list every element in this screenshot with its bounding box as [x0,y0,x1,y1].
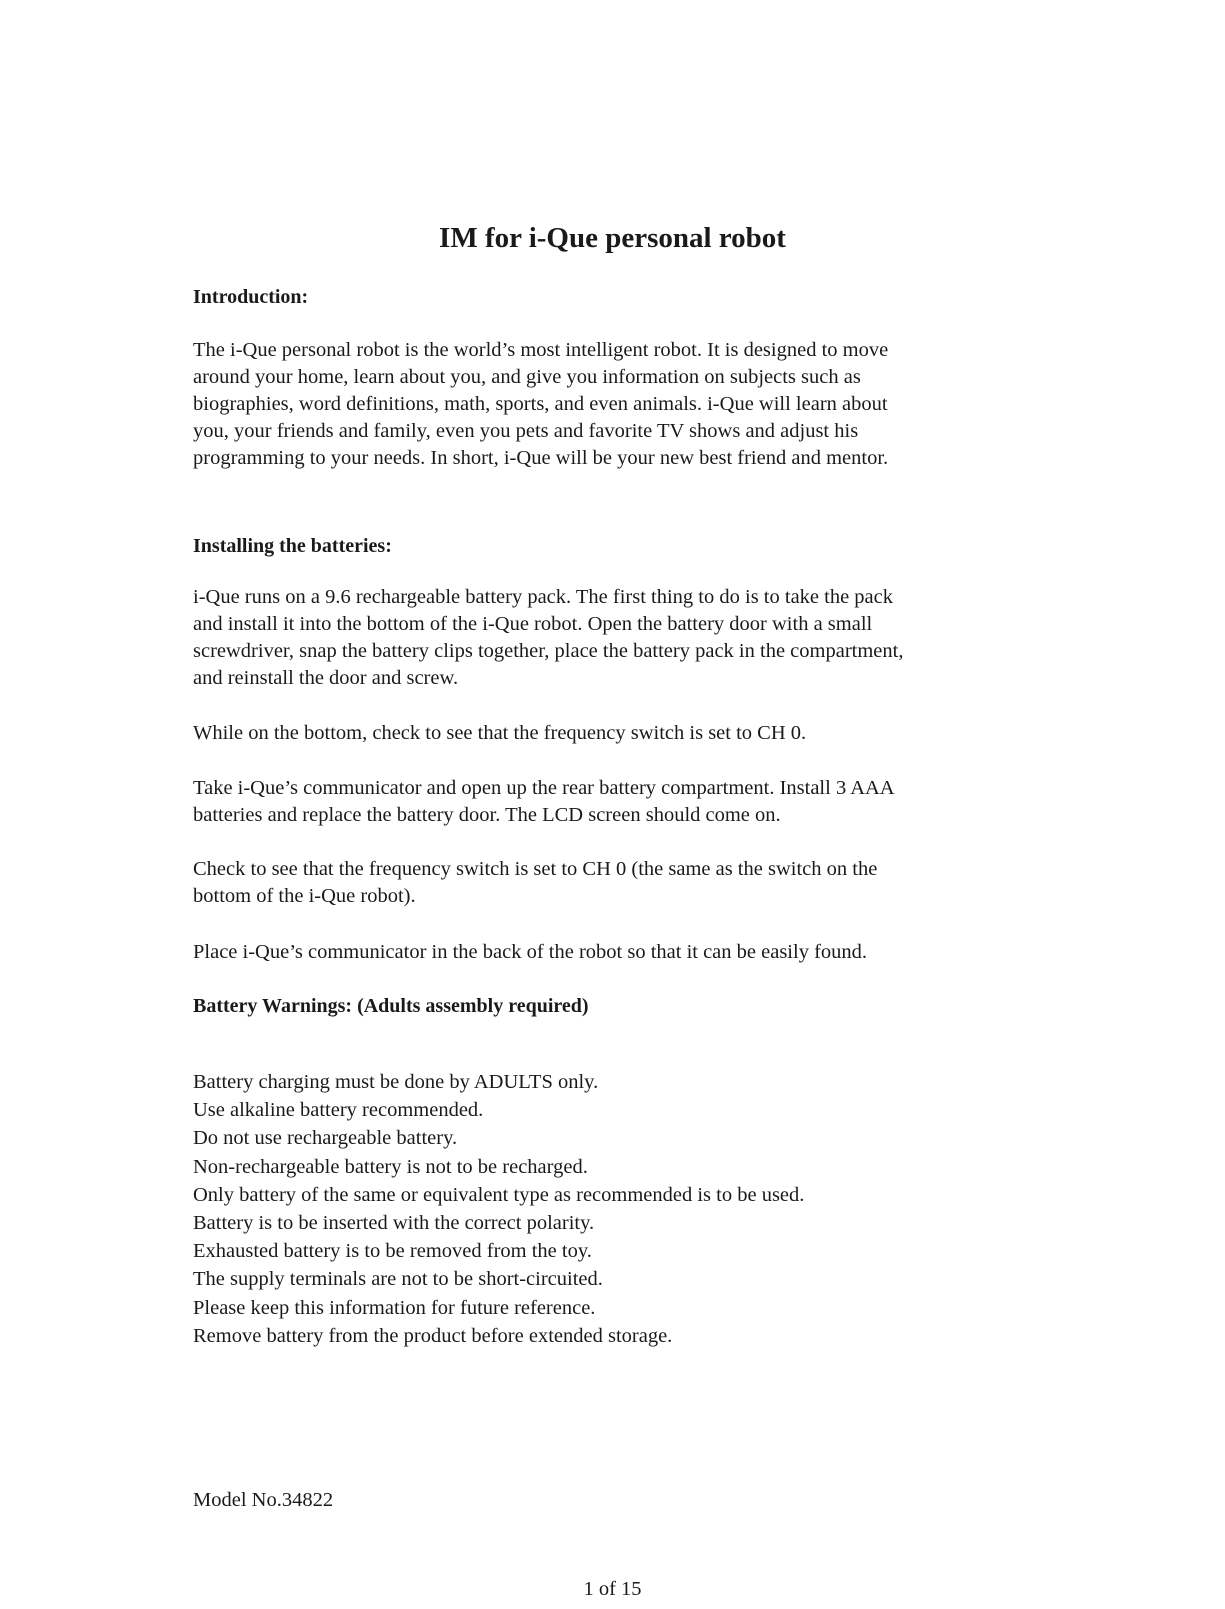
introduction-heading: Introduction: [193,286,309,308]
installing-line: batteries and replace the battery door. The LCD screen should come on. [193,804,781,826]
introduction-line: you, your friends and family, even you pets and favorite TV shows and adjust his [193,420,859,442]
installing-heading: Installing the batteries: [193,535,392,557]
installing-line: Place i-Que’s communicator in the back of the robot so that it can be easily found. [193,941,868,963]
warning-item: Do not use rechargeable battery. [193,1127,458,1150]
installing-line: Take i-Que’s communicator and open up the rear battery compartment. Install 3 AAA [193,777,895,799]
model-number: Model No.34822 [193,1489,334,1511]
warning-item: Battery is to be inserted with the correct polarity. [193,1212,595,1235]
warning-item: The supply terminals are not to be short-circuited. [193,1268,603,1291]
warning-item: Exhausted battery is to be removed from the toy. [193,1240,592,1263]
warning-item: Please keep this information for future reference. [193,1296,596,1319]
installing-line: i-Que runs on a 9.6 rechargeable battery pack. The first thing to do is to take the pack [193,586,894,608]
introduction-line: programming to your needs. In short, i-Que will be your new best friend and mentor. [193,447,889,469]
warning-item: Remove battery from the product before extended storage. [193,1324,673,1347]
installing-line: bottom of the i-Que robot). [193,885,416,907]
introduction-line: around your home, learn about you, and give you information on subjects such as [193,366,861,388]
introduction-line: The i-Que personal robot is the world’s most intelligent robot. It is designed to move [193,339,889,361]
installing-line: and reinstall the door and screw. [193,667,459,689]
installing-paragraph-5 [193,939,1043,966]
warning-item: Only battery of the same or equivalent type as recommended is to be used. [193,1183,805,1206]
introduction-line: biographies, word definitions, math, sports, and even animals. i-Que will learn about [193,393,888,415]
warnings-list [193,1068,804,1350]
introduction-paragraph [193,337,1043,472]
warnings-heading: Battery Warnings: (Adults assembly required) [193,995,589,1017]
installing-paragraph-3 [193,775,1043,829]
warning-item: Non-rechargeable battery is not to be recharged. [193,1155,588,1178]
document-title: IM for i-Que personal robot [439,222,786,254]
warning-item: Use alkaline battery recommended. [193,1099,484,1122]
installing-line: and install it into the bottom of the i-Que robot. Open the battery door with a small [193,613,873,635]
installing-line: screwdriver, snap the battery clips together, place the battery pack in the compartment, [193,640,904,662]
installing-line: Check to see that the frequency switch is set to CH 0 (the same as the switch on the [193,858,878,880]
warning-item: Battery charging must be done by ADULTS only. [193,1071,599,1093]
installing-paragraph-4 [193,856,1043,910]
installing-line: While on the bottom, check to see that the frequency switch is set to CH 0. [193,722,807,744]
page-number: 1 of 15 [583,1578,642,1600]
installing-paragraph-2 [193,720,1043,747]
installing-paragraph-1 [193,584,1043,692]
